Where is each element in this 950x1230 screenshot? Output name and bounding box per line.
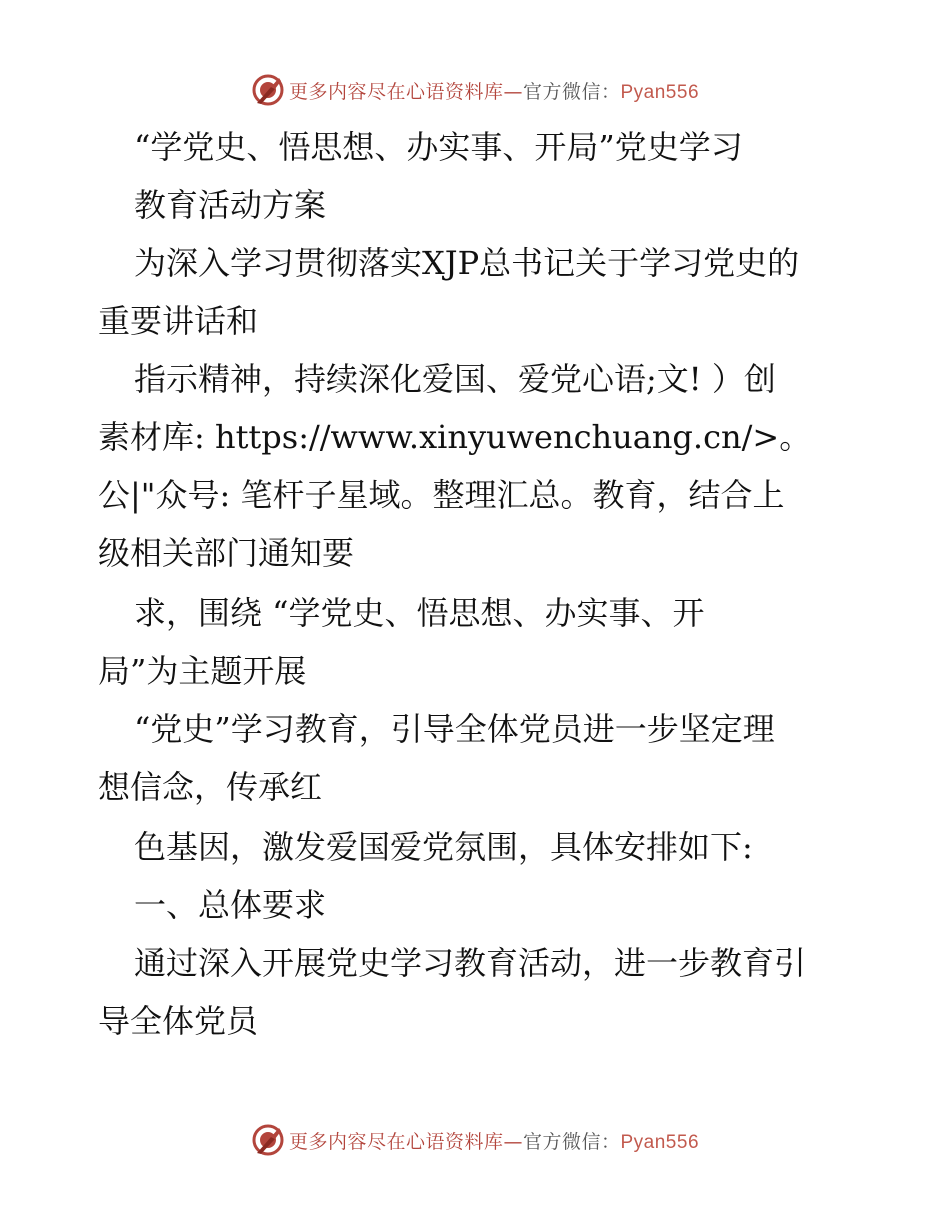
watermark-contact-handle: Pyan556 (620, 1131, 700, 1153)
watermark-contact-handle: Pyan556 (620, 81, 700, 103)
doc-paragraph-line: 级相关部门通知要 (98, 534, 355, 572)
watermark-brand: 更多内容尽在心语资料库 (288, 1130, 504, 1153)
doc-paragraph-line: 想信念，传承红 (98, 768, 323, 806)
doc-paragraph-line: 重要讲话和 (98, 302, 259, 340)
watermark-brand: 更多内容尽在心语资料库 (288, 80, 504, 103)
doc-paragraph-line: 为深入学习贯彻落实XJP总书记关于学习党史的 (134, 244, 800, 282)
doc-paragraph-line: 公|"众号: 笔杆子星域。整理汇总。教育，结合上 (98, 476, 785, 514)
doc-paragraph-line: 素材库: https://www.xinyuwenchuang.cn/>。 (98, 418, 812, 456)
doc-paragraph-line: “党史”学习教育，引导全体党员进一步坚定理 (134, 710, 775, 748)
watermark-separator: — (503, 1130, 523, 1153)
quill-circle-logo-icon (251, 1123, 285, 1157)
doc-paragraph-line: 指示精神，持续深化爱国、爱党心语;文! ）创 (134, 360, 776, 398)
doc-paragraph-line: 色基因，激发爱国爱党氛围，具体安排如下: (134, 828, 753, 866)
watermark-contact-label: 官方微信： (522, 80, 621, 103)
doc-paragraph-line: 求，围绕 “学党史、悟思想、办实事、开 (134, 594, 705, 632)
watermark-separator: — (503, 80, 523, 103)
footer-watermark (0, 1120, 950, 1160)
doc-paragraph-line: 局”为主题开展 (98, 652, 307, 690)
doc-title-line-2: 教育活动方案 (134, 186, 327, 224)
watermark-contact-label: 官方微信： (522, 1130, 621, 1153)
doc-paragraph-line: 通过深入开展党史学习教育活动，进一步教育引 (134, 944, 807, 982)
doc-paragraph-line: 导全体党员 (98, 1002, 259, 1040)
doc-title-line-1: “学党史、悟思想、办实事、开局”党史学习 (134, 128, 743, 166)
watermark-text (289, 1127, 699, 1154)
section-heading: 一、总体要求 (134, 886, 327, 924)
